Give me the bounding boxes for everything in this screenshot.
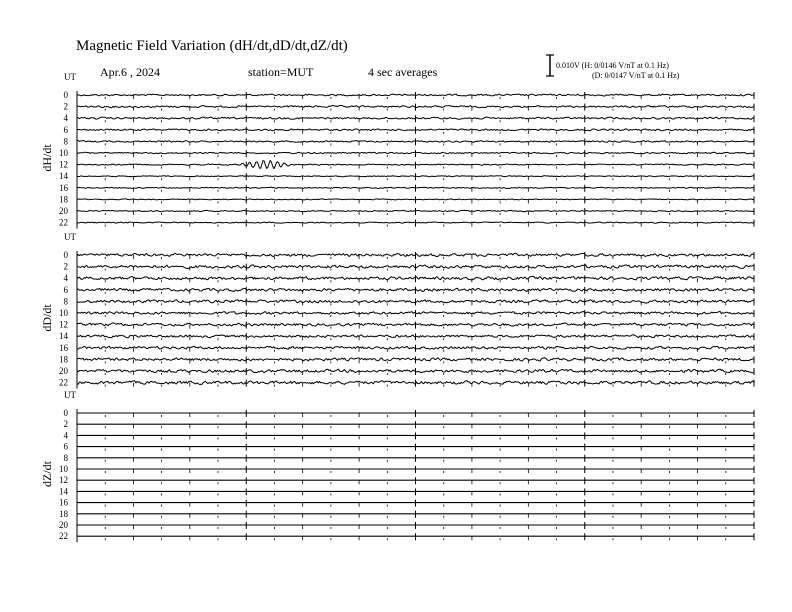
dhdt-row-label: 14 — [59, 171, 68, 182]
dhdt-row-label: 22 — [59, 217, 68, 228]
dhdt-ut-label: UT — [64, 72, 76, 82]
dzdt-row-label: 4 — [63, 430, 68, 441]
dhdt-row-label: 2 — [63, 101, 68, 112]
dzdt-row-label: 10 — [59, 464, 68, 474]
dddt-row-label: 14 — [59, 331, 68, 342]
dddt-row-label: 18 — [59, 354, 68, 365]
dhdt-row-label: 10 — [59, 148, 68, 158]
dhdt-row-label: 4 — [63, 113, 68, 124]
chart-title: Magnetic Field Variation (dH/dt,dD/dt,dZ/dt) — [76, 38, 348, 54]
dddt-row-label: 20 — [59, 366, 68, 376]
dhdt-row-label: 20 — [59, 206, 68, 216]
dzdt-row-label: 20 — [59, 520, 68, 530]
dddt-row-label: 8 — [63, 296, 68, 307]
dddt-ylabel: dD/dt — [40, 304, 54, 332]
dhdt-row-label: 12 — [59, 159, 68, 170]
dhdt-row-label: 0 — [63, 90, 68, 100]
station-label: station=MUT — [248, 65, 314, 79]
dzdt-row-label: 8 — [63, 452, 68, 463]
dddt-row-label: 22 — [59, 377, 68, 388]
dzdt-row-label: 12 — [59, 475, 68, 486]
dhdt-row-label: 6 — [63, 124, 68, 135]
dddt-row-label: 16 — [59, 342, 68, 353]
dzdt-row-label: 6 — [63, 441, 68, 452]
dddt-row-label: 6 — [63, 284, 68, 295]
dzdt-ylabel: dZ/dt — [40, 461, 54, 487]
dzdt-row-label: 2 — [63, 419, 68, 430]
dhdt-row-label: 18 — [59, 194, 68, 205]
date-label: Apr.6 , 2024 — [100, 65, 160, 79]
dhdt-trace-row-18 — [77, 199, 754, 200]
dzdt-ut-label: UT — [64, 390, 76, 400]
dddt-row-label: 12 — [59, 319, 68, 330]
dddt-ut-label: UT — [64, 232, 76, 242]
dzdt-row-label: 14 — [59, 486, 68, 497]
dddt-row-label: 0 — [63, 250, 68, 260]
dzdt-row-label: 0 — [63, 408, 68, 418]
dddt-row-label: 10 — [59, 308, 68, 318]
averaging-label: 4 sec averages — [368, 65, 438, 79]
dhdt-ylabel: dH/dt — [40, 144, 54, 172]
dhdt-row-label: 8 — [63, 136, 68, 147]
scale-d-label: (D: 0/0147 V/nT at 0.1 Hz) — [592, 71, 680, 80]
dzdt-row-label: 22 — [59, 531, 68, 542]
scale-value-label: 0.010V (H: 0/0146 V/nT at 0.1 Hz) — [556, 61, 669, 70]
dddt-row-label: 4 — [63, 273, 68, 284]
dhdt-row-label: 16 — [59, 182, 68, 193]
dddt-row-label: 2 — [63, 261, 68, 272]
dzdt-row-label: 16 — [59, 497, 68, 508]
dzdt-row-label: 18 — [59, 508, 68, 519]
